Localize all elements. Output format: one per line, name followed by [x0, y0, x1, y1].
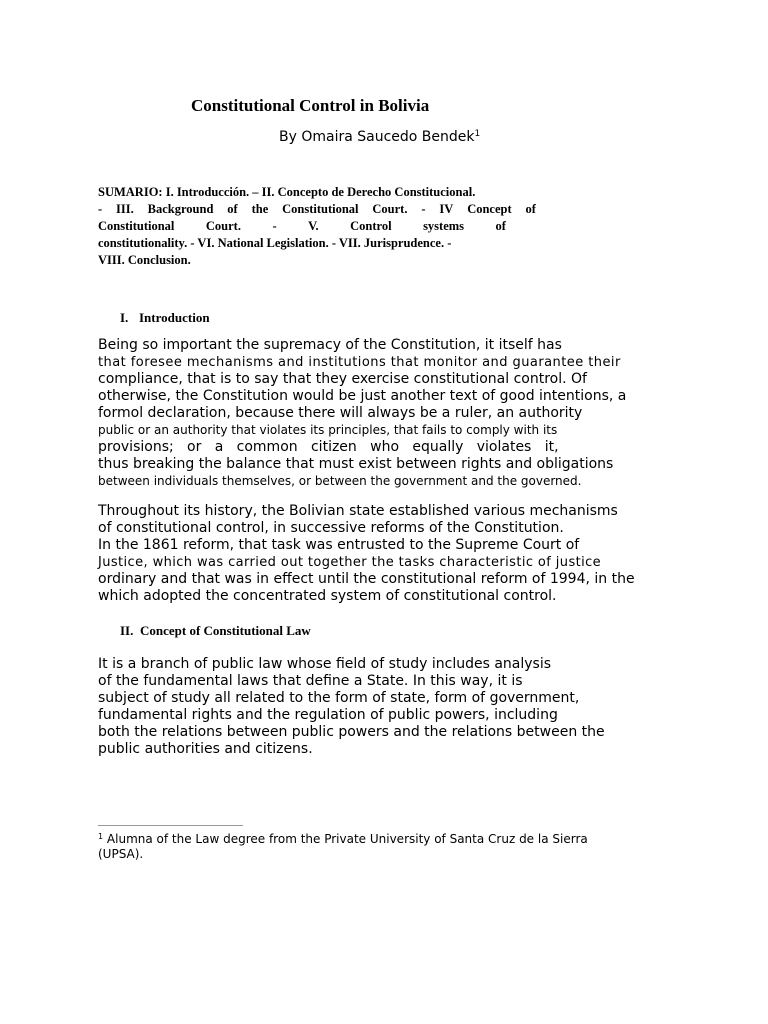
section-title: Concept of Constitutional Law [140, 623, 311, 638]
paragraph-line: formol declaration, because there will always be a ruler, an authority [98, 405, 583, 421]
document-title: Constitutional Control in Bolivia [191, 96, 430, 115]
footnote-mark: 1 [98, 832, 104, 841]
paragraph-line: otherwise, the Constitution would be just another text of good intentions, a [98, 388, 627, 404]
paragraph-line: subject of study all related to the form of state, form of government, [98, 690, 580, 706]
intro-paragraph-1 [98, 337, 685, 490]
paragraph-line: that foresee mechanisms and institutions that monitor and guarantee their [98, 355, 621, 370]
paragraph-line: between individuals themselves, or between the government and the governed. [98, 474, 582, 488]
paragraph-line: of the fundamental laws that define a State. In this way, it is [98, 673, 523, 689]
summary-block [98, 184, 536, 269]
summary-line: - III. Background of the Constitutional Court. - IV Concept of [98, 202, 536, 216]
paragraph-line: both the relations between public powers and the relations between the [98, 724, 605, 740]
summary-line: VIII. Conclusion. [98, 253, 191, 267]
paragraph-line: It is a branch of public law whose field of study includes analysis [98, 656, 552, 672]
footnote-text-continued: (UPSA). [98, 847, 144, 861]
paragraph-line: compliance, that is to say that they exercise constitutional control. Of [98, 371, 587, 387]
section-number: I. [120, 310, 129, 325]
concept-paragraph [98, 656, 685, 758]
section-number: II. [120, 623, 134, 638]
paragraph-line: Being so important the supremacy of the Constitution, it itself has [98, 337, 562, 353]
paragraph-line: ordinary and that was in effect until the constitutional reform of 1994, in the [98, 571, 635, 587]
paragraph-line: In the 1861 reform, that task was entrusted to the Supreme Court of [98, 537, 580, 553]
footnote-reference: 1 [474, 129, 481, 139]
paragraph-line: Throughout its history, the Bolivian state established various mechanisms [98, 503, 618, 519]
summary-line: SUMARIO: I. Introducción. – II. Concepto de Derecho Constitucional. [98, 185, 476, 199]
intro-paragraph-2 [98, 503, 685, 605]
author-name: By Omaira Saucedo Bendek [279, 129, 475, 145]
paragraph-line: thus breaking the balance that must exist between rights and obligations [98, 456, 614, 472]
footnote [98, 829, 618, 862]
footnote-text: Alumna of the Law degree from the Private University of Santa Cruz de la Sierra [106, 832, 588, 846]
paragraph-line: fundamental rights and the regulation of public powers, including [98, 707, 558, 723]
paragraph-line: public authorities and citizens. [98, 741, 313, 757]
summary-line: Constitutional Court. - V. Control systems of [98, 219, 506, 233]
paragraph-line: public or an authority that violates its principles, that fails to comply with its [98, 423, 558, 437]
section-title: Introduction [139, 310, 210, 325]
paragraph-line: Justice, which was carried out together the tasks characteristic of justice [98, 555, 602, 570]
paragraph-line: of constitutional control, in successive reforms of the Constitution. [98, 520, 564, 536]
section-heading-introduction [120, 310, 210, 326]
paragraph-line: which adopted the concentrated system of constitutional control. [98, 588, 557, 604]
paragraph-line: provisions; or a common citizen who equally violates it, [98, 439, 559, 455]
author-line [279, 129, 480, 145]
summary-line: constitutionality. - VI. National Legislation. - VII. Jurisprudence. - [98, 236, 452, 250]
section-heading-concept [120, 623, 311, 639]
footnote-separator [98, 825, 243, 826]
